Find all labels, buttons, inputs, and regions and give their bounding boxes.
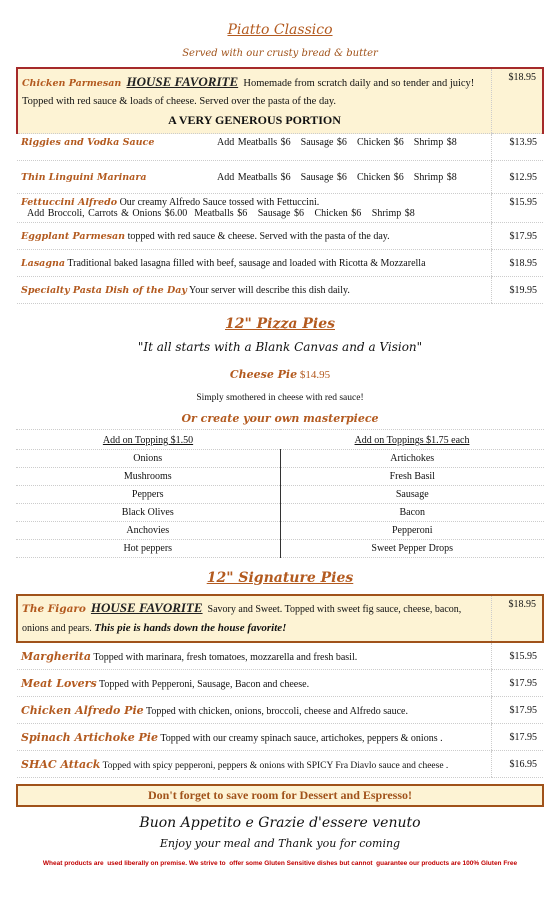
menu-item bbox=[17, 670, 543, 697]
topping-row bbox=[16, 486, 544, 504]
item-name: Meat Lovers bbox=[21, 676, 97, 690]
menu-item bbox=[17, 751, 543, 778]
signature-title: 12" Signature Pies bbox=[206, 570, 354, 586]
house-favorite-badge: HOUSE FAVORITE bbox=[90, 600, 203, 615]
topping: Mushrooms bbox=[16, 468, 280, 486]
item-description: Our creamy Alfredo Sauce tossed with Fettuccini. bbox=[119, 197, 320, 208]
item-name: Eggplant Parmesan bbox=[21, 230, 126, 242]
item-price: $17.95 bbox=[492, 670, 544, 697]
item-description: Topped with marinara, fresh tomatoes, mozzarella and fresh basil. bbox=[93, 651, 358, 663]
item-name: Chicken Parmesan bbox=[22, 78, 122, 89]
topping: Anchovies bbox=[16, 522, 280, 540]
menu-item bbox=[17, 642, 543, 670]
topping: Sausage bbox=[280, 486, 544, 504]
cheese-pie bbox=[0, 368, 560, 381]
item-price: $18.95 bbox=[492, 68, 544, 134]
item-name: Margherita bbox=[21, 649, 91, 663]
dessert-banner: Don't forget to save room for Dessert and Espresso! bbox=[16, 784, 544, 807]
favorite-note: This pie is hands down the house favorite! bbox=[94, 622, 287, 634]
topping: Artichokes bbox=[280, 450, 544, 468]
item-name: Specialty Pasta Dish of the Day bbox=[21, 284, 187, 296]
addon: Shrimp $8 bbox=[413, 171, 457, 183]
add-ons bbox=[217, 137, 487, 148]
topping: Pepperoni bbox=[280, 522, 544, 540]
addon: Chicken $6 bbox=[356, 171, 404, 183]
cheese-pie-label: Cheese Pie bbox=[229, 368, 298, 381]
addon: Shrimp $8 bbox=[413, 137, 457, 148]
create-your-own: Or create your own masterpiece bbox=[181, 412, 379, 425]
classico-menu bbox=[16, 67, 544, 304]
topping-row bbox=[16, 450, 544, 468]
item-price: $18.95 bbox=[492, 250, 544, 277]
topping-row bbox=[16, 540, 544, 558]
item-price: $16.95 bbox=[492, 751, 544, 778]
topping-row bbox=[16, 468, 544, 486]
toppings-header bbox=[16, 430, 544, 450]
item-name: Thin Linguini Marinara bbox=[21, 171, 147, 183]
pizza-tagline: "It all starts with a Blank Canvas and a Vision" bbox=[137, 340, 423, 354]
topping: Peppers bbox=[16, 486, 280, 504]
item-description: Topped with Pepperoni, Sausage, Bacon and cheese. bbox=[99, 678, 310, 690]
right-header: Add on Toppings $1.75 each bbox=[280, 430, 544, 450]
topping: Fresh Basil bbox=[280, 468, 544, 486]
item-description: Your server will describe this dish daily. bbox=[189, 284, 350, 296]
item-price: $19.95 bbox=[492, 277, 544, 304]
italian-farewell: Buon Appetito e Grazie d'essere venuto bbox=[139, 815, 421, 831]
item-name: Fettuccini Alfredo bbox=[21, 197, 118, 208]
topping-row bbox=[16, 504, 544, 522]
cheese-pie-description: Simply smothered in cheese with red sauce! bbox=[196, 393, 364, 403]
item-name: The Figaro bbox=[22, 603, 86, 615]
item-price: $18.95 bbox=[492, 595, 544, 642]
add-ons bbox=[217, 172, 487, 183]
addon: Sausage $6 bbox=[300, 171, 347, 183]
featured-cell bbox=[17, 68, 492, 134]
item-price: $17.95 bbox=[492, 697, 544, 724]
item-price: $17.95 bbox=[492, 223, 544, 250]
featured-cell bbox=[17, 595, 492, 642]
item-description: Traditional baked lasagna filled with beef, sausage and loaded with Ricotta & Mozzarella bbox=[67, 257, 426, 269]
left-header: Add on Topping $1.50 bbox=[16, 430, 280, 450]
menu-item bbox=[17, 277, 543, 304]
topping: Hot peppers bbox=[16, 540, 280, 558]
addon: Sausage $6 bbox=[300, 137, 347, 148]
menu-item bbox=[17, 250, 543, 277]
topping: Bacon bbox=[280, 504, 544, 522]
topping-row bbox=[16, 522, 544, 540]
item-name: Riggies and Vodka Sauce bbox=[21, 137, 155, 148]
item-description: Savory and Sweet. Topped with sweet fig sauce, cheese, bacon, onions and pears. bbox=[22, 604, 462, 634]
portion-note: A VERY GENEROUS PORTION bbox=[168, 113, 341, 127]
menu-item bbox=[17, 223, 543, 250]
item-name: Spinach Artichoke Pie bbox=[21, 730, 158, 744]
addon: Add Meatballs $6 bbox=[217, 137, 291, 148]
item-description: topped with red sauce & cheese. Served with the pasta of the day. bbox=[127, 230, 390, 242]
english-farewell: Enjoy your meal and Thank you for coming bbox=[159, 837, 401, 850]
addon: Add Meatballs $6 bbox=[217, 171, 291, 183]
pizza-title: 12" Pizza Pies bbox=[225, 316, 335, 332]
item-description: Topped with our creamy spinach sauce, artichokes, peppers & onions . bbox=[160, 732, 443, 744]
item-description: Topped with chicken, onions, broccoli, cheese and Alfredo sauce. bbox=[145, 705, 408, 717]
item-price: $17.95 bbox=[492, 724, 544, 751]
topping: Sweet Pepper Drops bbox=[280, 540, 544, 558]
featured-item bbox=[17, 68, 543, 134]
item-name: Chicken Alfredo Pie bbox=[21, 703, 144, 717]
cheese-pie-price: $14.95 bbox=[299, 369, 331, 381]
featured-pie bbox=[17, 595, 543, 642]
classico-subtitle: Served with our crusty bread & butter bbox=[182, 48, 378, 59]
item-price: $15.95 bbox=[492, 642, 544, 670]
classico-title: Piatto Classico bbox=[227, 22, 333, 38]
item-price: $12.95 bbox=[492, 161, 544, 194]
item-name: Lasagna bbox=[21, 257, 66, 269]
gluten-disclaimer: Wheat products are used liberally on premise. We strive to offer some Gluten Sensitive dishes but cannot guarantee our products are 100% Gluten Free bbox=[42, 860, 518, 867]
menu-item bbox=[17, 724, 543, 751]
add-ons: Add Broccoli, Carrots & Onions $6.00 Meatballs $6 Sausage $6 Chicken $6 Shrimp $8 bbox=[27, 208, 415, 219]
menu-item bbox=[17, 134, 543, 161]
item-name: SHAC Attack bbox=[21, 757, 101, 771]
topping: Black Olives bbox=[16, 504, 280, 522]
menu-item bbox=[17, 161, 543, 194]
menu-item bbox=[17, 697, 543, 724]
addon: Chicken $6 bbox=[356, 137, 404, 148]
item-description: Topped with spicy pepperoni, peppers & onions with SPICY Fra Diavlo sauce and cheese . bbox=[102, 760, 449, 771]
house-favorite-badge: HOUSE FAVORITE bbox=[126, 74, 239, 89]
item-price: $13.95 bbox=[492, 134, 544, 161]
topping: Onions bbox=[16, 450, 280, 468]
item-description: Homemade from scratch daily and so tender and juicy! Topped with red sauce & loads of cheese. Served over the pasta of the day. bbox=[22, 78, 475, 107]
menu-item bbox=[17, 194, 543, 223]
toppings-table bbox=[16, 429, 544, 558]
item-price: $15.95 bbox=[492, 194, 544, 223]
signature-menu bbox=[16, 594, 544, 778]
